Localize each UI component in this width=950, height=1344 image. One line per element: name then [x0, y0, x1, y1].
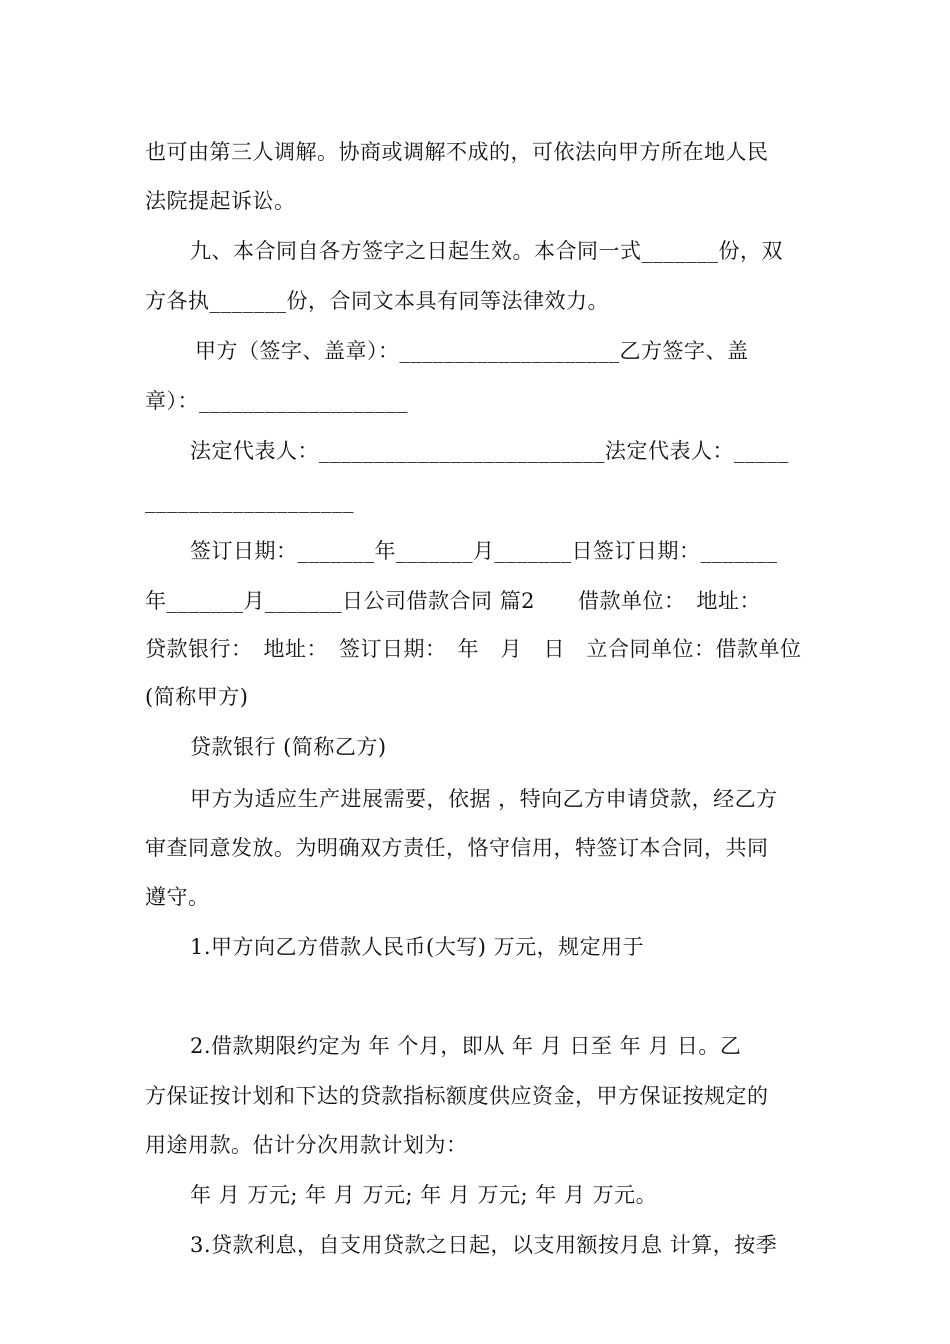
signing-date-line: 签订日期：_______年_______月_______日签订日期：_______	[190, 539, 778, 563]
text-line: 遵守。	[145, 885, 210, 909]
clause-3: 3.贷款利息，自支用贷款之日起，以支用额按月息 计算，按季	[190, 1233, 778, 1257]
text-line: 贷款银行： 地址： 签订日期： 年 月 日 立合同单位：借款单位	[145, 637, 802, 661]
text-line: 法院提起诉讼。	[145, 189, 296, 213]
signing-date-line: 年_______月_______日公司借款合同 篇2 借款单位： 地址：	[145, 589, 762, 613]
signature-line: 甲方（签字、盖章）：____________________乙方签字、盖	[195, 339, 749, 363]
text-line: 九、本合同自各方签字之日起生效。本合同一式_______份，双	[190, 239, 783, 263]
text-line: 甲方为适应生产进展需要，依据 ，特向乙方申请贷款，经乙方	[190, 787, 778, 811]
text-line: 方保证按计划和下达的贷款指标额度供应资金，甲方保证按规定的	[145, 1084, 769, 1108]
clause-1: 1.甲方向乙方借款人民币(大写) 万元，规定用于	[190, 935, 645, 959]
text-line: 方各执_______份，合同文本具有同等法律效力。	[145, 289, 609, 313]
text-line: 贷款银行 (简称乙方)	[190, 735, 387, 759]
clause-2: 2.借款期限约定为 年 个月，即从 年 月 日至 年 月 日。乙	[190, 1034, 742, 1058]
representative-line: ___________________	[145, 489, 354, 513]
representative-line: 法定代表人：__________________________法定代表人：_____	[190, 439, 789, 463]
text-line: 审查同意发放。为明确双方责任，恪守信用，特签订本合同，共同	[145, 836, 769, 860]
usage-plan-line: 年 月 万元; 年 月 万元; 年 月 万元; 年 月 万元。	[190, 1183, 658, 1207]
text-line: 也可由第三人调解。协商或调解不成的，可依法向甲方所在地人民	[145, 140, 769, 164]
text-line: (简称甲方)	[145, 685, 249, 709]
signature-line: 章）：___________________	[145, 389, 408, 413]
text-line: 用途用款。估计分次用款计划为：	[145, 1133, 468, 1157]
